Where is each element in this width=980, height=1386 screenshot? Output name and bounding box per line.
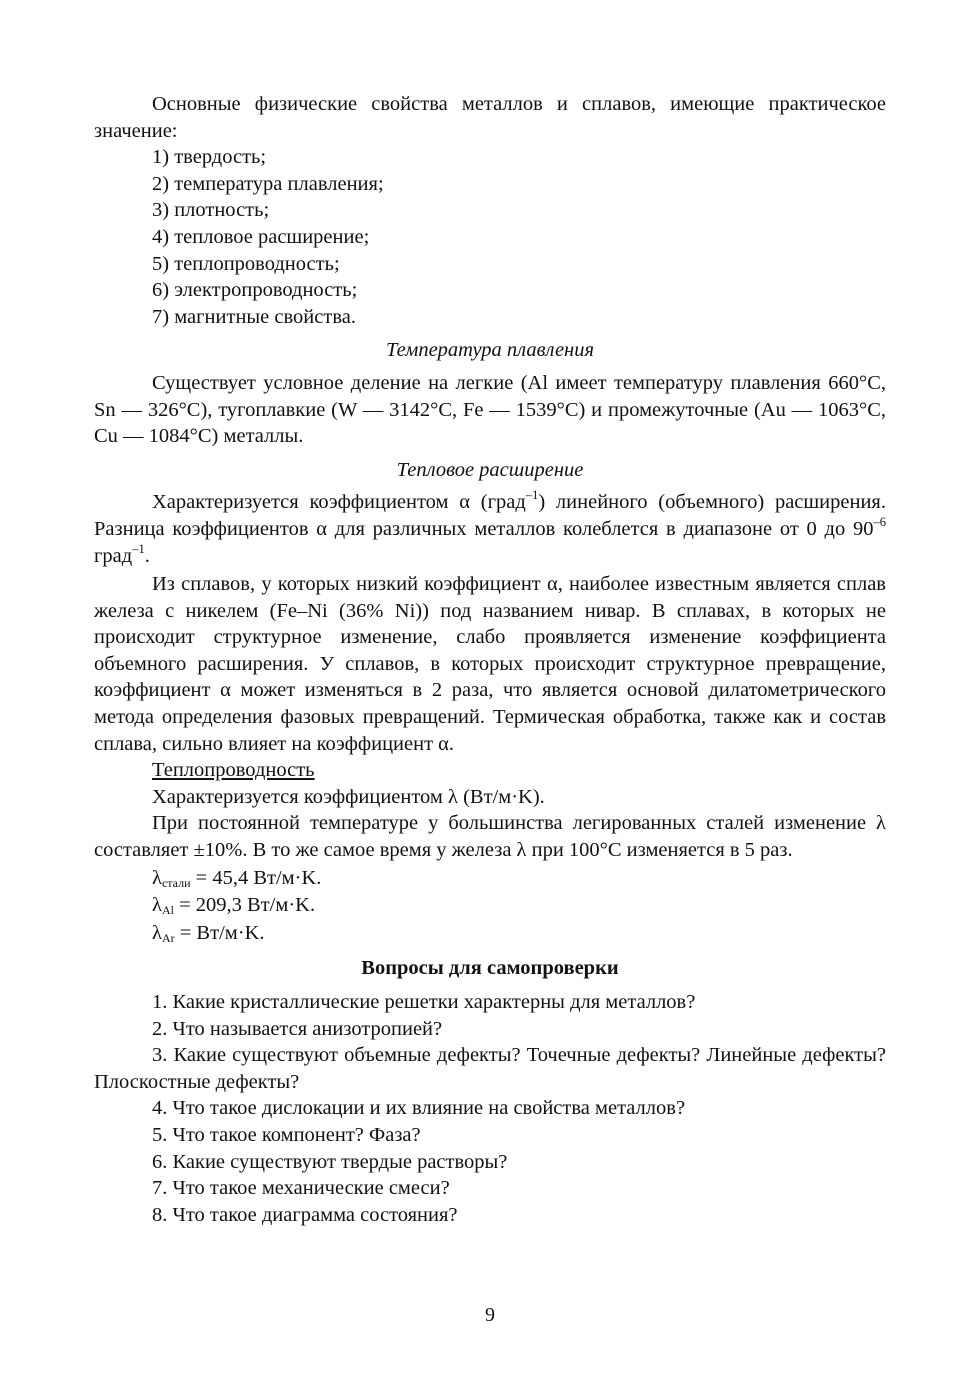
page-number: 9 (485, 1304, 495, 1326)
question-item: 7. Что такое механические смеси? (152, 1177, 450, 1200)
thermal-expansion-paragraph-1: Характеризуется коэффициентом α (град$^{-1}$) линейного (объемного) расширения. Разница коэффициентов α для различных металлов колеблется в диапазоне от 0 до $90^{-6}$ град$^{-1}$. (94, 488, 886, 567)
property-item: 2) температура плавления; (152, 172, 384, 195)
property-item: 7) магнитные свойства. (152, 305, 356, 328)
formula-steel: $\lambda_{стали} = 45,4$ Вт/м·K. (152, 866, 322, 890)
property-item: 4) тепловое расширение; (152, 225, 370, 248)
thermal-expansion-heading: Тепловое расширение (396, 458, 584, 481)
questions-heading: Вопросы для самопроверки (361, 957, 619, 980)
melting-heading: Температура плавления (385, 339, 594, 362)
melting-paragraph: Существует условное деление на легкие (Al имеет температуру плавления 660°C, Sn — 326°C), тугоплавкие (W — 3142°C, Fe — 1539°C) и промежуточные (Au — 1063°C, Cu — 1084°C) металлы. (94, 371, 886, 448)
question-item: 6. Какие существуют твердые растворы? (152, 1150, 508, 1173)
conductivity-paragraph-2: При постоянной температуре у большинства легированных сталей изменение λ составляет ±10%. В то же самое время у железа λ при 100°C изменяется в 5 раз. (94, 812, 886, 862)
question-item: 5. Что такое компонент? Фаза? (152, 1123, 421, 1146)
property-item: 1) твердость; (152, 146, 267, 169)
formula-aluminium: $\lambda_{Al} = 209,3$ Вт/м·K. (152, 894, 316, 918)
intro-paragraph: Основные физические свойства металлов и сплавов, имеющие практическое значение: (94, 93, 886, 142)
conductivity-heading: Теплопроводность (152, 759, 315, 782)
question-item: 1. Какие кристаллические решетки характерны для металлов? (152, 991, 696, 1013)
formula-argon: $\lambda_{Ar} = Вт/м\cdot K$. (152, 921, 265, 945)
question-item: 8. Что такое диаграмма состояния? (152, 1203, 458, 1226)
thermal-expansion-paragraph-2: Из сплавов, у которых низкий коэффициент α, наиболее известным является сплав железа с никелем (Fe–Ni (36% Ni)) под названием нивар. В сплавах, в которых не происходит структурное изменение, слабо проявляется изменение коэффициента объемного расширения. У сплавов, в которых происходит структурное превращение, коэффициент α может изменяться в 2 раза, что является основой дилатометрического метода определения фазовых превращений. Термическая обработка, также как и состав сплава, сильно влияет на коэффициент α. (94, 573, 886, 755)
property-item: 6) электропроводность; (152, 279, 358, 302)
question-item: 2. Что называется анизотропией? (152, 1017, 443, 1040)
property-item: 5) теплопроводность; (152, 252, 340, 275)
question-item: 4. Что такое дислокации и их влияние на свойства металлов? (152, 1097, 686, 1120)
property-item: 3) плотность; (152, 199, 270, 222)
question-item: 3. Какие существуют объемные дефекты? Точечные дефекты? Линейные дефекты? Плоскостные дефекты? (94, 1044, 886, 1093)
page-body (94, 91, 886, 1228)
conductivity-paragraph-1: Характеризуется коэффициентом λ (Вт/м·K). (152, 785, 545, 808)
